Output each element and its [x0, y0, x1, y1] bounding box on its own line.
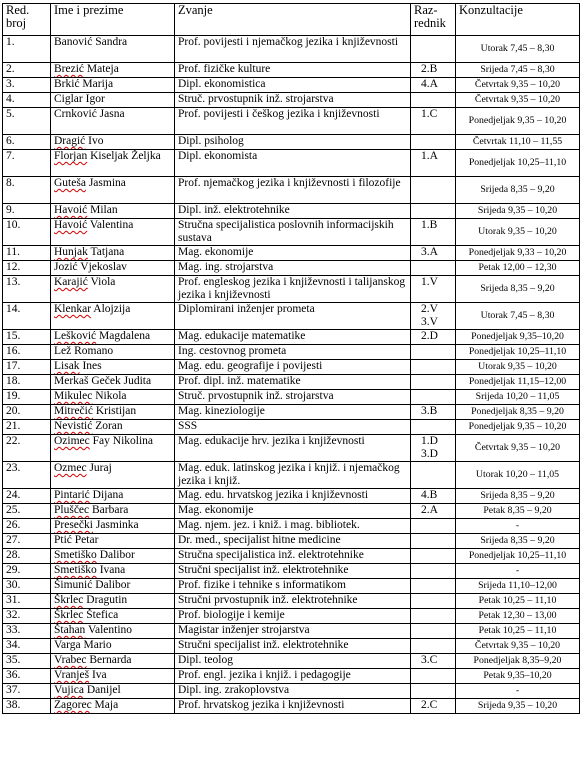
teacher-name: Guteša Jasmina [51, 177, 175, 204]
teacher-title: Stručni specijalist inž. elektrotehnike [175, 639, 411, 654]
table-row [3, 669, 580, 684]
table-row [3, 93, 580, 108]
row-number: 6. [3, 135, 51, 150]
consultation-time: Petak 8,35 – 9,20 [456, 504, 580, 519]
consultation-time: Petak 12,30 – 13,00 [456, 609, 580, 624]
teacher-name: Presečki Jasminka [51, 519, 175, 534]
teacher-name: Smetiško Ivana [51, 564, 175, 579]
teacher-title: Mag. njem. jez. i kniž. i mag. bibliotek. [175, 519, 411, 534]
row-number: 13. [3, 276, 51, 303]
header-title: Zvanje [175, 4, 411, 36]
row-number: 31. [3, 594, 51, 609]
teacher-name: Brezić Mateja [51, 63, 175, 78]
teacher-name: Brkić Marija [51, 78, 175, 93]
teacher-title: Diplomirani inženjer prometa [175, 303, 411, 330]
row-number: 17. [3, 360, 51, 375]
consultation-time: Srijeda 7,45 – 8,30 [456, 63, 580, 78]
teacher-title: Prof. hrvatskog jezika i književnosti [175, 699, 411, 714]
teacher-title: Magistar inženjer strojarstva [175, 624, 411, 639]
row-number: 14. [3, 303, 51, 330]
row-number: 15. [3, 330, 51, 345]
table-row [3, 579, 580, 594]
table-row [3, 504, 580, 519]
teacher-title: Mag. edu. hrvatskog jezika i književnosti [175, 489, 411, 504]
teacher-name: Varga Mario [51, 639, 175, 654]
teacher-title: Dipl. psiholog [175, 135, 411, 150]
row-number: 21. [3, 420, 51, 435]
table-row [3, 246, 580, 261]
class-teacher [411, 345, 456, 360]
teacher-name: Lisak Ines [51, 360, 175, 375]
consultation-time: - [456, 564, 580, 579]
consultation-time: Ponedjeljak 10,25–11,10 [456, 150, 580, 177]
teacher-name: Škrlec Štefica [51, 609, 175, 624]
teacher-name: Lešković Magdalena [51, 330, 175, 345]
class-teacher [411, 135, 456, 150]
teacher-title: Mag. kineziologije [175, 405, 411, 420]
row-number: 35. [3, 654, 51, 669]
consultation-time: - [456, 519, 580, 534]
teacher-name: Mitrečić Kristijan [51, 405, 175, 420]
teacher-title: Dipl. ekonomistica [175, 78, 411, 93]
class-teacher [411, 639, 456, 654]
teacher-title: Stručni prvostupnik inž. elektrotehnike [175, 594, 411, 609]
consultation-time: Petak 10,25 – 11,10 [456, 594, 580, 609]
row-number: 4. [3, 93, 51, 108]
consultation-table [2, 3, 580, 714]
teacher-name: Havoić Valentina [51, 219, 175, 246]
teacher-title: Stručna specijalistica inž. elektrotehnike [175, 549, 411, 564]
table-row [3, 684, 580, 699]
table-row [3, 639, 580, 654]
table-row [3, 36, 580, 63]
row-number: 25. [3, 504, 51, 519]
teacher-title: Mag. ing. strojarstva [175, 261, 411, 276]
class-teacher [411, 594, 456, 609]
table-row [3, 135, 580, 150]
class-teacher: 2.A [411, 504, 456, 519]
teacher-name: Pintarić Dijana [51, 489, 175, 504]
row-number: 34. [3, 639, 51, 654]
consultation-time: Četvrtak 9,35 – 10,20 [456, 435, 580, 462]
row-number: 7. [3, 150, 51, 177]
table-row [3, 594, 580, 609]
teacher-name: Škrlec Dragutin [51, 594, 175, 609]
class-teacher: 2.B [411, 63, 456, 78]
teacher-title: Dipl. inž. elektrotehnike [175, 204, 411, 219]
table-row [3, 654, 580, 669]
class-teacher [411, 177, 456, 204]
class-teacher: 2.D [411, 330, 456, 345]
table-row [3, 345, 580, 360]
class-teacher [411, 420, 456, 435]
table-row [3, 462, 580, 489]
table-row [3, 489, 580, 504]
table-row [3, 78, 580, 93]
teacher-name: Mikulec Nikola [51, 390, 175, 405]
consultation-time: Ponedjeljak 9,35 – 10,20 [456, 420, 580, 435]
consultation-time: Petak 9,35–10,20 [456, 669, 580, 684]
teacher-name: Banović Sandra [51, 36, 175, 63]
class-teacher: 3.A [411, 246, 456, 261]
consultation-time: Ponedjeljak 10,25–11,10 [456, 345, 580, 360]
teacher-title: Mag. edu. geografije i povijesti [175, 360, 411, 375]
teacher-title: Mag. eduk. latinskog jezika i knjiž. i njemačkog jezika i knjiž. [175, 462, 411, 489]
teacher-title: SSS [175, 420, 411, 435]
class-teacher [411, 390, 456, 405]
class-teacher [411, 684, 456, 699]
teacher-title: Struč. prvostupnik inž. strojarstva [175, 390, 411, 405]
class-teacher: 1.A [411, 150, 456, 177]
row-number: 30. [3, 579, 51, 594]
table-row [3, 699, 580, 714]
class-teacher: 1.V [411, 276, 456, 303]
row-number: 16. [3, 345, 51, 360]
table-row [3, 330, 580, 345]
teacher-title: Mag. ekonomije [175, 246, 411, 261]
class-teacher [411, 579, 456, 594]
teacher-name: Štahan Valentino [51, 624, 175, 639]
teacher-title: Dipl. ing. zrakoplovstva [175, 684, 411, 699]
teacher-title: Prof. njemačkog jezika i književnosti i filozofije [175, 177, 411, 204]
row-number: 36. [3, 669, 51, 684]
class-teacher: 3.C [411, 654, 456, 669]
teacher-title: Dr. med., specijalist hitne medicine [175, 534, 411, 549]
row-number: 8. [3, 177, 51, 204]
consultation-time: Utorak 7,45 – 8,30 [456, 303, 580, 330]
teacher-name: Ozmec Juraj [51, 462, 175, 489]
consultation-time: Srijeda 11,10–12,00 [456, 579, 580, 594]
consultation-time: Srijeda 10,20 – 11,05 [456, 390, 580, 405]
consultation-time: Srijeda 8,35 – 9,20 [456, 276, 580, 303]
header-row [3, 4, 580, 36]
teacher-name: Vranješ Iva [51, 669, 175, 684]
class-teacher: 4.A [411, 78, 456, 93]
teacher-name: Havoić Milan [51, 204, 175, 219]
table-row [3, 219, 580, 246]
row-number: 22. [3, 435, 51, 462]
teacher-name: Klenkar Alojzija [51, 303, 175, 330]
teacher-title: Prof. biologije i kemije [175, 609, 411, 624]
teacher-title: Dipl. teolog [175, 654, 411, 669]
teacher-name: Nevistić Zoran [51, 420, 175, 435]
consultation-time: Četvrtak 9,35 – 10,20 [456, 78, 580, 93]
table-row [3, 375, 580, 390]
teacher-title: Prof. fizičke kulture [175, 63, 411, 78]
teacher-title: Mag. ekonomije [175, 504, 411, 519]
teacher-name: Ozimec Fay Nikolina [51, 435, 175, 462]
row-number: 37. [3, 684, 51, 699]
table-row [3, 609, 580, 624]
class-teacher [411, 36, 456, 63]
consultation-time: Srijeda 8,35 – 9,20 [456, 534, 580, 549]
table-row [3, 150, 580, 177]
table-row [3, 177, 580, 204]
teacher-title: Struč. prvostupnik inž. strojarstva [175, 93, 411, 108]
class-teacher: 2.V 3.V [411, 303, 456, 330]
table-row [3, 624, 580, 639]
consultation-time: Utorak 10,20 – 11,05 [456, 462, 580, 489]
row-number: 12. [3, 261, 51, 276]
row-number: 5. [3, 108, 51, 135]
consultation-time: Srijeda 8,35 – 9,20 [456, 489, 580, 504]
teacher-name: Vrabec Bernarda [51, 654, 175, 669]
consultation-time: - [456, 684, 580, 699]
class-teacher [411, 519, 456, 534]
row-number: 1. [3, 36, 51, 63]
teacher-title: Prof. povijesti i češkog jezika i književnosti [175, 108, 411, 135]
table-row [3, 519, 580, 534]
teacher-title: Dipl. ekonomista [175, 150, 411, 177]
teacher-name: Merkaš Geček Judita [51, 375, 175, 390]
class-teacher [411, 261, 456, 276]
class-teacher [411, 93, 456, 108]
row-number: 2. [3, 63, 51, 78]
consultation-time: Četvrtak 9,35 – 10,20 [456, 93, 580, 108]
row-number: 3. [3, 78, 51, 93]
consultation-time: Ponedjeljak 9,33 – 10,20 [456, 246, 580, 261]
teacher-name: Smetiško Dalibor [51, 549, 175, 564]
class-teacher [411, 204, 456, 219]
class-teacher [411, 669, 456, 684]
table-row [3, 108, 580, 135]
table-row [3, 204, 580, 219]
consultation-time: Ponedjeljak 8,35 – 9,20 [456, 405, 580, 420]
consultation-time: Utorak 9,35 – 10,20 [456, 219, 580, 246]
consultation-time: Ponedjeljak 8,35–9,20 [456, 654, 580, 669]
class-teacher [411, 549, 456, 564]
table-row [3, 303, 580, 330]
row-number: 9. [3, 204, 51, 219]
teacher-title: Prof. fizike i tehnike s informatikom [175, 579, 411, 594]
consultation-time: Četvrtak 11,10 – 11,55 [456, 135, 580, 150]
header-name: Ime i prezime [51, 4, 175, 36]
row-number: 10. [3, 219, 51, 246]
teacher-name: Pluščec Barbara [51, 504, 175, 519]
teacher-name: Dragić Ivo [51, 135, 175, 150]
row-number: 33. [3, 624, 51, 639]
consultation-time: Petak 12,00 – 12,30 [456, 261, 580, 276]
table-row [3, 549, 580, 564]
table-row [3, 534, 580, 549]
consultation-time: Srijeda 9,35 – 10,20 [456, 699, 580, 714]
row-number: 20. [3, 405, 51, 420]
table-row [3, 390, 580, 405]
header-class: Raz-rednik [411, 4, 456, 36]
table-row [3, 435, 580, 462]
class-teacher [411, 462, 456, 489]
class-teacher [411, 624, 456, 639]
table-row [3, 420, 580, 435]
row-number: 32. [3, 609, 51, 624]
class-teacher [411, 360, 456, 375]
row-number: 28. [3, 549, 51, 564]
row-number: 19. [3, 390, 51, 405]
row-number: 27. [3, 534, 51, 549]
row-number: 18. [3, 375, 51, 390]
consultation-time: Srijeda 9,35 – 10,20 [456, 204, 580, 219]
class-teacher: 3.B [411, 405, 456, 420]
header-number: Red. broj [3, 4, 51, 36]
table-body [3, 36, 580, 714]
class-teacher: 4.B [411, 489, 456, 504]
row-number: 23. [3, 462, 51, 489]
teacher-title: Mag. edukacije hrv. jezika i književnosti [175, 435, 411, 462]
table-row [3, 276, 580, 303]
consultation-time: Ponedjeljak 9,35–10,20 [456, 330, 580, 345]
teacher-title: Prof. engl. jezika i knjiž. i pedagogije [175, 669, 411, 684]
consultation-time: Petak 10,25 – 11,10 [456, 624, 580, 639]
consultation-time: Utorak 7,45 – 8,30 [456, 36, 580, 63]
class-teacher [411, 375, 456, 390]
teacher-name: Šimunić Dalibor [51, 579, 175, 594]
teacher-title: Stručni specijalist inž. elektrotehnike [175, 564, 411, 579]
teacher-title: Prof. dipl. inž. matematike [175, 375, 411, 390]
class-teacher [411, 609, 456, 624]
teacher-name: Karajić Viola [51, 276, 175, 303]
class-teacher: 1.D 3.D [411, 435, 456, 462]
table-row [3, 63, 580, 78]
consultation-time: Utorak 9,35 – 10,20 [456, 360, 580, 375]
consultation-time: Ponedjeljak 11,15–12,00 [456, 375, 580, 390]
row-number: 38. [3, 699, 51, 714]
consultation-time: Srijeda 8,35 – 9,20 [456, 177, 580, 204]
row-number: 11. [3, 246, 51, 261]
teacher-name: Crnković Jasna [51, 108, 175, 135]
class-teacher [411, 534, 456, 549]
teacher-name: Lež Romano [51, 345, 175, 360]
teacher-name: Florjan Kiseljak Željka [51, 150, 175, 177]
teacher-name: Jozić Vjekoslav [51, 261, 175, 276]
table-row [3, 261, 580, 276]
class-teacher: 1.C [411, 108, 456, 135]
teacher-title: Ing. cestovnog prometa [175, 345, 411, 360]
teacher-title: Mag. edukacije matematike [175, 330, 411, 345]
teacher-title: Prof. engleskog jezika i književnosti i talijanskog jezika i književnosti [175, 276, 411, 303]
teacher-name: Zagorec Maja [51, 699, 175, 714]
teacher-name: Ciglar Igor [51, 93, 175, 108]
row-number: 29. [3, 564, 51, 579]
teacher-name: Hunjak Tatjana [51, 246, 175, 261]
consultation-time: Četvrtak 9,35 – 10,20 [456, 639, 580, 654]
teacher-title: Prof. povijesti i njemačkog jezika i književnosti [175, 36, 411, 63]
consultation-time: Ponedjeljak 10,25–11,10 [456, 549, 580, 564]
teacher-name: Ptić Petar [51, 534, 175, 549]
class-teacher: 2.C [411, 699, 456, 714]
header-consultations: Konzultacije [456, 4, 580, 36]
class-teacher: 1.B [411, 219, 456, 246]
teacher-name: Vujica Danijel [51, 684, 175, 699]
class-teacher [411, 564, 456, 579]
table-row [3, 564, 580, 579]
table-row [3, 360, 580, 375]
teacher-title: Stručna specijalistica poslovnih informacijskih sustava [175, 219, 411, 246]
consultation-time: Ponedjeljak 9,35 – 10,20 [456, 108, 580, 135]
table-row [3, 405, 580, 420]
row-number: 26. [3, 519, 51, 534]
row-number: 24. [3, 489, 51, 504]
